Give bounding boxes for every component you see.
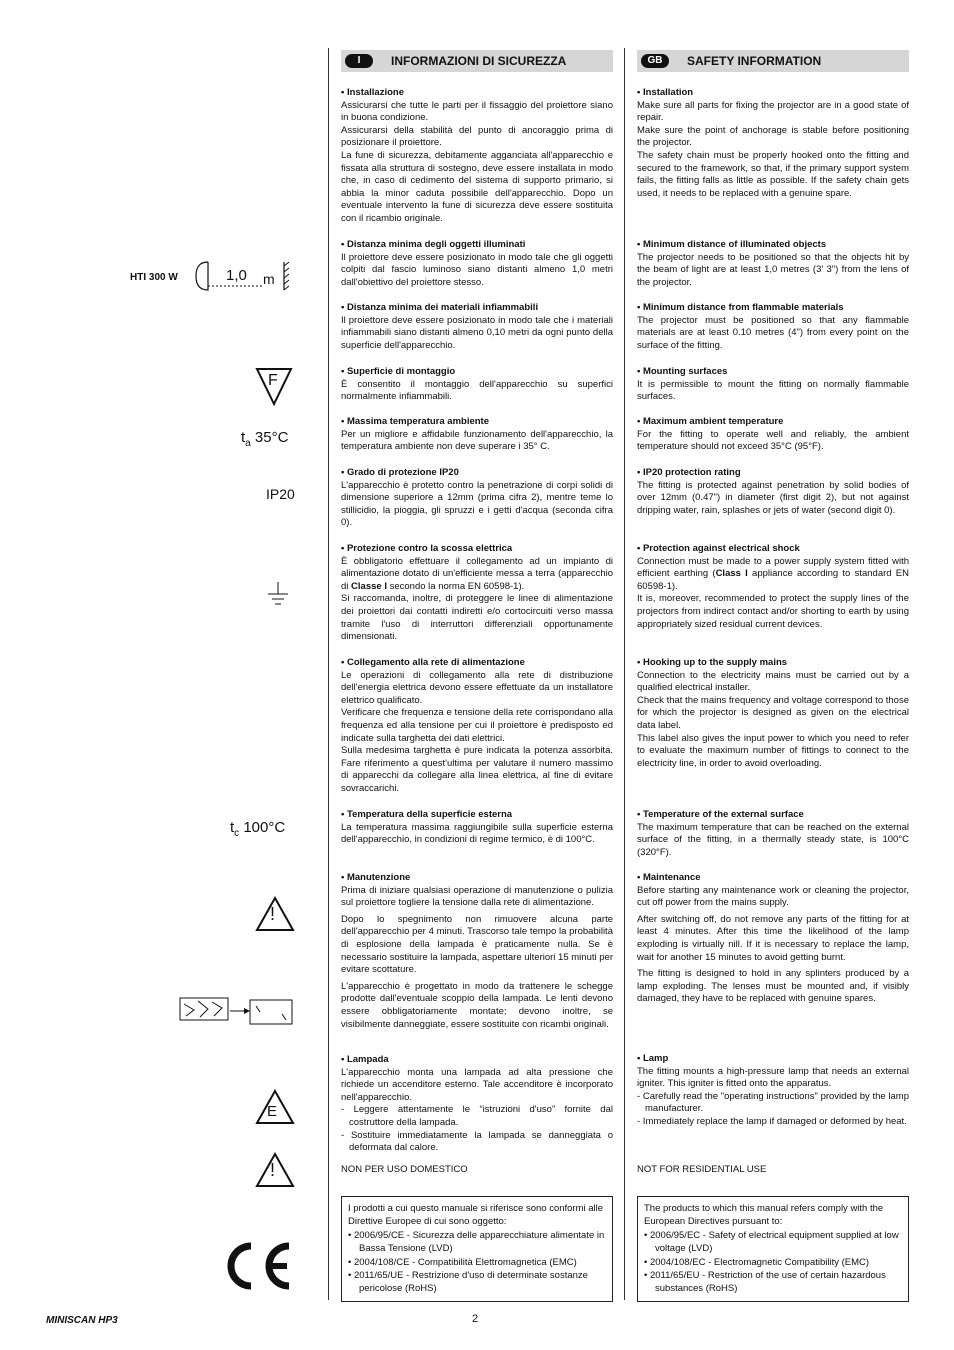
section-title: INFORMAZIONI DI SICUREZZA (391, 54, 567, 68)
mains-connection-section: • Collegamento alla rete di alimentazione Le operazioni di collegamento alla rete di distribuzione dell'energia elettrica devono essere effettuate da un installatore elettrico qualificato. Verificare che frequenza e tensione della rete corrispondano alla frequenza ed alla tensione per cui il proiettore è predisposto ed indicate sulla targhetta dei dati elettrici. Sulla medesima targhetta è pure indicata la potenza assorbita. Fare riferimento a quest'ultima per valutare il numero massimo di apparecchi da collegare alla linea elettrica, al fine di evitare sovraccarichi. (341, 657, 613, 794)
page-number: 2 (472, 1313, 479, 1325)
maintenance-section: • Manutenzione Prima di iniziare qualsiasi operazione di manutenzione o pulizia sul proiettore togliere la tensione dalla rete di alimentazione. Dopo lo spegnimento non rimuovere alcuna parte dell'apparecchio per 4 minuti. Trascorso tale tempo la probabilità di esplosione della lampada è praticamente nulla. Se è necessario sostituire la lampada, aspettare ulteriori 15 minuti per evitare scottature. L'apparecchio è progettato in modo da trattenere le schegge prodotte dall'eventuale scoppio della lampada. Le lenti devono essere obbligatoriamente montate; devono inoltre, se visibilmente danneggiate, essere sostituite con ricambi originali. (341, 872, 613, 1030)
section-header-english (637, 50, 909, 72)
language-badge: I (345, 54, 373, 68)
language-badge: GB (641, 54, 669, 68)
warning-mark: ! (270, 904, 276, 924)
distance-flammable-section: • Minimum distance from flammable materials The projector must be positioned so that any flammable materials are at least 0.10 metres (4") from every point on the surface of the fitting. (637, 302, 909, 351)
installation-section: • Installazione Assicurarsi che tutte le parti per il fissaggio del proiettore siano in buona condizione. Assicurarsi della stabilità del punto di ancoraggio prima di posizionare il proiettore. La fune di sicurezza, debitamente agganciata all'apparecchio e fissata alla struttura di sostegno, deve essere installata in modo che, in caso di cedimento del sistema di supporto primario, si abbia la minor caduta possibile dell'apparecchio. Dopo un eventuale intervento la fune di sicurezza deve essere sostituita con il ricambio originale. (341, 87, 613, 224)
lens-replacement-icon (178, 996, 296, 1028)
lamp-e-letter: E (267, 1103, 278, 1120)
lamp-wattage-label: HTI 300 W (130, 272, 178, 283)
distance-flammable-section: • Distanza minima dei materiali infiammabili Il proiettore deve essere posizionato in modo tale che i materiali infiammabili siano distanti almeno 0,10 metri da ogni punto della superficie dell'apparecchio. (341, 302, 613, 351)
section-header-italian (341, 50, 613, 72)
maintenance-section: • Maintenance Before starting any maintenance work or cleaning the projector, cut off power from the mains supply. After switching off, do not remove any parts of the fitting for at least 4 minutes. After this time the likelihood of the lamp exploding is virtually nill. If it is necessary to replace the lamp, wait for another 15 minutes to avoid getting burnt. The fitting is designed to hold in any splinters produced by a lamp exploding. The lenses must be mounted and, if visibly damaged, they have to be replaced with genuine spares. (637, 872, 909, 1005)
lamp-section: • Lampada L'apparecchio monta una lampada ad alta pressione che richiede un accenditore esterno. Tale accenditore è incorporato nell'apparecchio. - Leggere attentamente le “istruzioni d'uso” fornite dal costruttore della lampada. - Sostituire immediatamente la lampada se danneggiata o deformata dal calore. (341, 1054, 613, 1154)
surface-temperature-section: • Temperature of the external surface The maximum temperature that can be reached on the external surface of the fitting, in a thermally steady state, is 100°C (320°F). (637, 809, 909, 858)
column-italian (341, 50, 613, 1295)
distance-value: 1,0 (226, 267, 247, 284)
distance-objects-section: • Minimum distance of illuminated objects The projector needs to be positioned so that the objects hit by the beam of light are at least 1,0 metres (3' 3") from the lens of the projector. (637, 239, 909, 288)
directives-box: The products to which this manual refers comply with the European Directives pursuant to: • 2006/95/EC - Safety of electrical equipment supplied at low voltage (LVD) • 2004/108/EC - Electromagnetic Compatibility (EMC) • 2011/65/EU - Restriction of the use of certain hazardous substances (RoHS) (637, 1196, 909, 1302)
directives-box: I prodotti a cui questo manuale si riferisce sono conformi alle Direttive Europee di cui sono oggetto: • 2006/95/CE - Sicurezza delle apparecchiature alimentate in Bassa Tensione (LVD) • 2004/108/CE - Compatibilità Elettromagnetica (EMC) • 2011/65/UE - Restrizione d'uso di determinate sostanze pericolose (RoHS) (341, 1196, 613, 1302)
column-english (637, 50, 909, 1295)
installation-section: • Installation Make sure all parts for fixing the projector are in a good state of repair. Make sure the point of anchorage is stable before positioning the projector. The safety chain must be properly hooked onto the fitting and secured to the framework, so that, if the primary support system fails, the fitting falls as little as possible. If the safety chain gets used, it needs to be replaced with a genuine spare. (637, 87, 909, 199)
ip-rating-section: • IP20 protection rating The fitting is protected against penetration by solid bodies of over 12mm (0.47") in diameter (first digit 2), but not against dripping water, rain, splashes or jets of water (second digit 0). (637, 467, 909, 516)
footer-model: MINISCAN HP3 (46, 1315, 118, 1326)
divider-center (624, 48, 625, 1300)
section-title: SAFETY INFORMATION (687, 54, 822, 68)
ambient-temperature-section: • Massima temperatura ambiente Per un migliore e affidabile funzionamento dell'apparecchio, la temperatura ambiente non deve superare i 35° C. (341, 416, 613, 453)
mounting-section: • Mounting surfaces It is permissible to mount the fitting on normally flammable surfaces. (637, 366, 909, 403)
domestic-use-notice: NON PER USO DOMESTICO (341, 1164, 468, 1175)
ambient-temperature-section: • Maximum ambient temperature For the fitting to operate well and reliably, the ambient temperature should not exceed 35°C (95°F). (637, 416, 909, 453)
ip-rating-label: IP20 (266, 486, 295, 502)
divider-left (328, 48, 329, 1300)
surface-temperature-symbol: $t_c$ 100°C (230, 819, 286, 839)
mounting-section: • Superficie di montaggio È consentito il montaggio dell'apparecchio su superfici normalmente infiammabili. (341, 366, 613, 403)
electric-shock-section: • Protection against electrical shock Connection must be made to a power supply system fitted with efficient earthing (Class I appliance according to standard EN 60598-1). It is, moreover, recommended to protect the supply lines of the projectors from indirect contact and/or shorting to earth by using appropriately sized residual current devices. (637, 543, 909, 630)
lamp-section: • Lamp The fitting mounts a high-pressure lamp that needs an external igniter. This igniter is fitted onto the apparatus. - Carefully read the "operating instructions" provided by the lamp manufacturer. - Immediately replace the lamp if damaged or deformed by heat. (637, 1053, 909, 1127)
surface-temperature-section: • Temperatura della superficie esterna La temperatura massima raggiungibile sulla superficie esterna dell'apparecchio, in condizioni di regime termico, è di 100°C. (341, 809, 613, 846)
warning-mark: ! (270, 1160, 276, 1180)
mains-connection-section: • Hooking up to the supply mains Connection to the electricity mains must be carried out by a qualified electrical installer. Check that the mains frequency and voltage correspond to those for which the projector is designed as given on the electrical data label. This label also gives the input power to which you need to refer to evaluate the maximum number of fittings to connect to the electricity line, in order to avoid overloading. (637, 657, 909, 769)
ambient-temperature-symbol: $t_a$ 35°C (241, 429, 289, 449)
ce-mark-icon (221, 1240, 293, 1292)
domestic-use-notice: NOT FOR RESIDENTIAL USE (637, 1164, 767, 1175)
distance-objects-section: • Distanza minima degli oggetti illuminati Il proiettore deve essere posizionato in modo tale che gli oggetti colpiti dal fascio luminoso siano distanti almeno 1,0 metri dall'obiettivo del proiettore stesso. (341, 239, 613, 288)
earth-ground-icon (266, 582, 290, 610)
flammable-letter: F (268, 372, 278, 389)
ip-rating-section: • Grado di protezione IP20 L'apparecchio è protetto contro la penetrazione di corpi solidi di dimensione superiore a 12mm (prima cifra 2), mentre teme lo stillicidio, la pioggia, gli spruzzi e i getti d'acqua (seconda cifra 0). (341, 467, 613, 529)
distance-unit: m (263, 271, 275, 287)
electric-shock-section: • Protezione contro la scossa elettrica È obbligatorio effettuare il collegamento ad un impianto di alimentazione dotato di un'efficiente messa a terra (apparecchio di Classe I secondo la norma EN 60598-1). Si raccomanda, inoltre, di proteggere le linee di alimentazione dei proiettori dai contatti indiretti e/o cortocircuiti verso massa tramite l'uso di interruttori differenziali opportunamente dimensionati. (341, 543, 613, 643)
